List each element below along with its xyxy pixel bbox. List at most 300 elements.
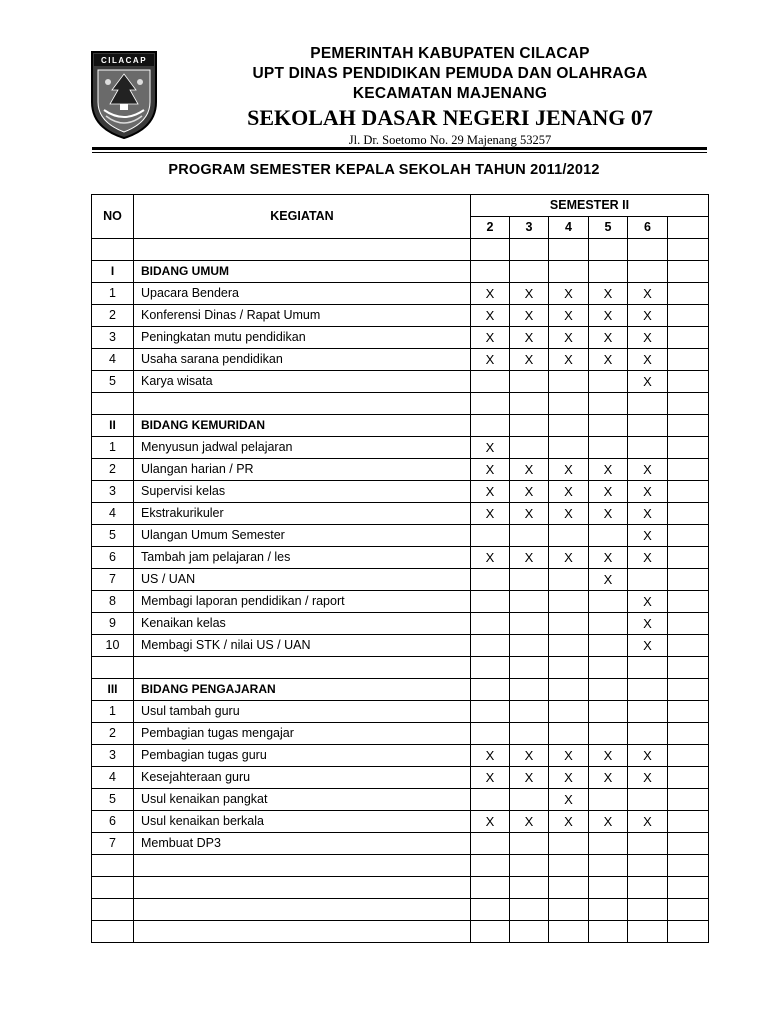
- table-row: [92, 899, 709, 921]
- month-mark-cell: X: [510, 503, 549, 525]
- month-mark-cell: [628, 877, 668, 899]
- month-header: 2: [471, 217, 510, 239]
- month-mark-cell: [510, 239, 549, 261]
- document-title: PROGRAM SEMESTER KEPALA SEKOLAH TAHUN 2011/2012: [168, 162, 600, 178]
- month-mark-cell: [668, 569, 709, 591]
- month-mark-cell: [628, 239, 668, 261]
- month-mark-cell: X: [628, 459, 668, 481]
- month-mark-cell: [589, 591, 628, 613]
- month-mark-cell: X: [628, 503, 668, 525]
- row-number: 6: [92, 811, 134, 833]
- table-row: [92, 591, 709, 613]
- activity-label: [134, 855, 471, 877]
- row-number: [92, 855, 134, 877]
- month-mark-cell: [668, 261, 709, 283]
- month-mark-cell: X: [471, 459, 510, 481]
- month-mark-cell: [549, 525, 589, 547]
- month-mark-cell: [510, 921, 549, 943]
- month-mark-cell: [589, 261, 628, 283]
- month-mark-cell: X: [471, 811, 510, 833]
- table-row: [92, 459, 709, 481]
- month-mark-cell: [589, 833, 628, 855]
- month-mark-cell: X: [628, 767, 668, 789]
- month-mark-cell: [471, 393, 510, 415]
- row-number: 5: [92, 371, 134, 393]
- month-mark-cell: X: [549, 745, 589, 767]
- activity-label: BIDANG KEMURIDAN: [134, 415, 471, 437]
- month-mark-cell: [510, 437, 549, 459]
- header-district: KECAMATAN MAJENANG: [352, 85, 548, 102]
- month-mark-cell: [668, 701, 709, 723]
- month-mark-cell: [471, 613, 510, 635]
- month-mark-cell: X: [628, 635, 668, 657]
- activity-label: Membuat DP3: [134, 833, 471, 855]
- month-mark-cell: [510, 723, 549, 745]
- month-mark-cell: [549, 415, 589, 437]
- month-mark-cell: X: [628, 305, 668, 327]
- row-number: 8: [92, 591, 134, 613]
- activity-label: Menyusun jadwal pelajaran: [134, 437, 471, 459]
- month-mark-cell: [668, 855, 709, 877]
- month-mark-cell: [668, 547, 709, 569]
- month-mark-cell: [589, 921, 628, 943]
- month-mark-cell: [549, 921, 589, 943]
- month-mark-cell: [510, 393, 549, 415]
- activity-label: Membagi laporan pendidikan / raport: [134, 591, 471, 613]
- month-mark-cell: X: [628, 327, 668, 349]
- month-mark-cell: [628, 569, 668, 591]
- activity-label: Ulangan Umum Semester: [134, 525, 471, 547]
- activity-label: Usaha sarana pendidikan: [134, 349, 471, 371]
- month-mark-cell: [668, 591, 709, 613]
- row-number: 2: [92, 305, 134, 327]
- month-mark-cell: X: [589, 767, 628, 789]
- section-row: [92, 261, 709, 283]
- activity-label: [134, 921, 471, 943]
- activity-label: Kenaikan kelas: [134, 613, 471, 635]
- table-row: [92, 305, 709, 327]
- row-number: [92, 239, 134, 261]
- month-mark-cell: X: [549, 349, 589, 371]
- month-mark-cell: [510, 591, 549, 613]
- month-mark-cell: [510, 679, 549, 701]
- month-header: 4: [549, 217, 589, 239]
- month-mark-cell: X: [510, 283, 549, 305]
- activity-label: Pembagian tugas guru: [134, 745, 471, 767]
- month-mark-cell: X: [589, 459, 628, 481]
- month-mark-cell: [668, 635, 709, 657]
- row-number: 3: [92, 327, 134, 349]
- activity-label: Kesejahteraan guru: [134, 767, 471, 789]
- month-mark-cell: [549, 437, 589, 459]
- table-row: [92, 767, 709, 789]
- table-row: [92, 723, 709, 745]
- school-name: SEKOLAH DASAR NEGERI JENANG 07: [247, 105, 653, 130]
- month-mark-cell: [589, 701, 628, 723]
- month-mark-cell: [589, 437, 628, 459]
- month-mark-cell: [510, 569, 549, 591]
- row-number: 4: [92, 349, 134, 371]
- month-header: 3: [510, 217, 549, 239]
- month-mark-cell: [510, 855, 549, 877]
- month-mark-cell: [510, 415, 549, 437]
- activity-label: BIDANG PENGAJARAN: [134, 679, 471, 701]
- table-row: [92, 239, 709, 261]
- table-row: [92, 327, 709, 349]
- activity-label: Peningkatan mutu pendidikan: [134, 327, 471, 349]
- month-header: 6: [628, 217, 668, 239]
- month-mark-cell: [668, 767, 709, 789]
- activity-label: [134, 877, 471, 899]
- activity-label: Usul kenaikan pangkat: [134, 789, 471, 811]
- month-mark-cell: [589, 415, 628, 437]
- month-mark-cell: [589, 723, 628, 745]
- month-mark-cell: [510, 613, 549, 635]
- month-mark-cell: [668, 877, 709, 899]
- table-row: [92, 657, 709, 679]
- month-mark-cell: [549, 833, 589, 855]
- month-mark-cell: [471, 591, 510, 613]
- activity-label: Usul tambah guru: [134, 701, 471, 723]
- month-mark-cell: [668, 371, 709, 393]
- activity-label: Usul kenaikan berkala: [134, 811, 471, 833]
- month-mark-cell: [471, 921, 510, 943]
- month-mark-cell: X: [549, 327, 589, 349]
- month-mark-cell: [549, 701, 589, 723]
- row-number: 2: [92, 723, 134, 745]
- month-mark-cell: [589, 635, 628, 657]
- month-mark-cell: [549, 591, 589, 613]
- month-mark-cell: X: [589, 503, 628, 525]
- month-mark-cell: [549, 635, 589, 657]
- month-mark-cell: [589, 855, 628, 877]
- month-mark-cell: [668, 525, 709, 547]
- activity-label: Karya wisata: [134, 371, 471, 393]
- header-divider-thin: [92, 152, 707, 153]
- row-number: 5: [92, 525, 134, 547]
- month-mark-cell: X: [510, 327, 549, 349]
- month-mark-cell: X: [510, 745, 549, 767]
- month-mark-cell: X: [510, 349, 549, 371]
- row-number: 4: [92, 767, 134, 789]
- table-row: [92, 745, 709, 767]
- row-number: [92, 877, 134, 899]
- month-mark-cell: X: [628, 283, 668, 305]
- section-row: [92, 679, 709, 701]
- month-mark-cell: X: [589, 283, 628, 305]
- month-mark-cell: X: [510, 811, 549, 833]
- letterhead: [160, 44, 740, 148]
- month-mark-cell: [471, 723, 510, 745]
- table-row: [92, 811, 709, 833]
- month-mark-cell: [589, 371, 628, 393]
- activity-label: [134, 393, 471, 415]
- activity-label: [134, 899, 471, 921]
- month-mark-cell: [549, 569, 589, 591]
- month-mark-cell: [668, 811, 709, 833]
- month-mark-cell: [628, 657, 668, 679]
- activity-label: Konferensi Dinas / Rapat Umum: [134, 305, 471, 327]
- table-row: [92, 437, 709, 459]
- logo-text: CILACAP: [100, 56, 148, 65]
- row-number: II: [92, 415, 134, 437]
- section-row: [92, 415, 709, 437]
- table-row: [92, 921, 709, 943]
- month-mark-cell: X: [628, 525, 668, 547]
- month-mark-cell: [668, 437, 709, 459]
- month-mark-cell: X: [589, 305, 628, 327]
- month-mark-cell: [589, 679, 628, 701]
- month-mark-cell: [549, 239, 589, 261]
- month-mark-cell: X: [510, 481, 549, 503]
- month-mark-cell: X: [471, 745, 510, 767]
- month-mark-cell: [628, 855, 668, 877]
- month-mark-cell: [628, 921, 668, 943]
- table-row: [92, 613, 709, 635]
- row-number: [92, 393, 134, 415]
- month-mark-cell: [549, 855, 589, 877]
- month-mark-cell: [510, 261, 549, 283]
- activity-label: US / UAN: [134, 569, 471, 591]
- row-number: 3: [92, 745, 134, 767]
- month-mark-cell: X: [589, 349, 628, 371]
- month-mark-cell: X: [628, 371, 668, 393]
- row-number: 9: [92, 613, 134, 635]
- month-mark-cell: [628, 899, 668, 921]
- month-mark-cell: [510, 701, 549, 723]
- table-row: [92, 503, 709, 525]
- month-mark-cell: [589, 393, 628, 415]
- row-number: 1: [92, 283, 134, 305]
- month-mark-cell: X: [549, 789, 589, 811]
- month-mark-cell: [628, 415, 668, 437]
- month-mark-cell: [589, 239, 628, 261]
- month-mark-cell: [510, 635, 549, 657]
- month-mark-cell: [668, 283, 709, 305]
- month-mark-cell: [668, 481, 709, 503]
- table-row: [92, 481, 709, 503]
- activity-label: Ekstrakurikuler: [134, 503, 471, 525]
- month-mark-cell: X: [549, 459, 589, 481]
- month-mark-cell: X: [510, 459, 549, 481]
- month-mark-cell: X: [471, 481, 510, 503]
- month-mark-cell: [471, 877, 510, 899]
- month-mark-cell: X: [510, 305, 549, 327]
- month-mark-cell: X: [628, 591, 668, 613]
- cilacap-emblem-logo: [90, 50, 158, 140]
- row-number: 2: [92, 459, 134, 481]
- month-mark-cell: X: [549, 811, 589, 833]
- table-row: [92, 635, 709, 657]
- month-mark-cell: [628, 679, 668, 701]
- month-mark-cell: [549, 723, 589, 745]
- month-mark-cell: [668, 503, 709, 525]
- month-mark-cell: X: [549, 305, 589, 327]
- school-address: Jl. Dr. Soetomo No. 29 Majenang 53257: [348, 133, 552, 147]
- month-mark-cell: [549, 657, 589, 679]
- month-mark-cell: [471, 855, 510, 877]
- month-mark-cell: [668, 789, 709, 811]
- activity-label: Pembagian tugas mengajar: [134, 723, 471, 745]
- month-mark-cell: [589, 613, 628, 635]
- month-mark-cell: [549, 613, 589, 635]
- month-mark-cell: [628, 833, 668, 855]
- activity-label: Ulangan harian / PR: [134, 459, 471, 481]
- row-number: 5: [92, 789, 134, 811]
- month-mark-cell: [471, 833, 510, 855]
- month-mark-cell: X: [628, 745, 668, 767]
- month-mark-cell: [471, 789, 510, 811]
- table-row: [92, 525, 709, 547]
- month-mark-cell: [510, 525, 549, 547]
- month-mark-cell: [668, 723, 709, 745]
- table-row: [92, 789, 709, 811]
- month-mark-cell: [471, 371, 510, 393]
- row-number: 4: [92, 503, 134, 525]
- month-mark-cell: [471, 701, 510, 723]
- month-mark-cell: X: [549, 481, 589, 503]
- month-header: [668, 217, 709, 239]
- month-mark-cell: [668, 921, 709, 943]
- month-mark-cell: X: [589, 547, 628, 569]
- month-mark-cell: [549, 393, 589, 415]
- semester-header: SEMESTER II: [471, 195, 709, 217]
- month-mark-cell: X: [628, 349, 668, 371]
- month-mark-cell: X: [549, 283, 589, 305]
- row-number: 7: [92, 833, 134, 855]
- row-number: I: [92, 261, 134, 283]
- activity-label: BIDANG UMUM: [134, 261, 471, 283]
- month-mark-cell: [471, 239, 510, 261]
- table-row: [92, 349, 709, 371]
- month-mark-cell: [668, 393, 709, 415]
- month-mark-cell: [471, 525, 510, 547]
- month-mark-cell: [589, 877, 628, 899]
- month-mark-cell: X: [589, 811, 628, 833]
- month-mark-cell: [549, 679, 589, 701]
- month-mark-cell: X: [471, 437, 510, 459]
- table-row: [92, 393, 709, 415]
- month-mark-cell: [668, 415, 709, 437]
- month-mark-cell: X: [628, 811, 668, 833]
- month-mark-cell: [589, 899, 628, 921]
- month-mark-cell: [510, 371, 549, 393]
- month-mark-cell: X: [589, 569, 628, 591]
- month-mark-cell: [510, 899, 549, 921]
- month-mark-cell: [628, 393, 668, 415]
- month-mark-cell: [589, 657, 628, 679]
- program-table: [91, 194, 709, 943]
- table-row: [92, 855, 709, 877]
- month-mark-cell: X: [628, 481, 668, 503]
- activity-label: [134, 239, 471, 261]
- month-mark-cell: [510, 877, 549, 899]
- activity-label: [134, 657, 471, 679]
- month-mark-cell: [471, 657, 510, 679]
- row-number: 6: [92, 547, 134, 569]
- header-government: PEMERINTAH KABUPATEN CILACAP: [310, 45, 590, 62]
- month-mark-cell: [668, 613, 709, 635]
- activity-label: Upacara Bendera: [134, 283, 471, 305]
- month-mark-cell: [471, 569, 510, 591]
- month-mark-cell: [471, 415, 510, 437]
- table-row: [92, 833, 709, 855]
- activity-label: Tambah jam pelajaran / les: [134, 547, 471, 569]
- table-row: [92, 371, 709, 393]
- month-mark-cell: X: [628, 613, 668, 635]
- month-mark-cell: [471, 679, 510, 701]
- month-mark-cell: X: [628, 547, 668, 569]
- month-mark-cell: [589, 525, 628, 547]
- month-mark-cell: X: [471, 283, 510, 305]
- month-mark-cell: X: [510, 547, 549, 569]
- month-mark-cell: X: [471, 503, 510, 525]
- month-mark-cell: [628, 261, 668, 283]
- table-row: [92, 877, 709, 899]
- month-mark-cell: [668, 327, 709, 349]
- month-mark-cell: [668, 657, 709, 679]
- month-mark-cell: X: [471, 547, 510, 569]
- row-number: [92, 657, 134, 679]
- month-mark-cell: [628, 789, 668, 811]
- month-mark-cell: X: [471, 767, 510, 789]
- row-number: 3: [92, 481, 134, 503]
- column-header-no: NO: [92, 195, 134, 239]
- month-mark-cell: X: [549, 767, 589, 789]
- month-mark-cell: [471, 635, 510, 657]
- month-mark-cell: [668, 679, 709, 701]
- header-divider-thick: [92, 147, 707, 150]
- row-number: [92, 921, 134, 943]
- row-number: 1: [92, 437, 134, 459]
- row-number: 10: [92, 635, 134, 657]
- month-mark-cell: X: [549, 503, 589, 525]
- row-number: [92, 899, 134, 921]
- month-mark-cell: X: [549, 547, 589, 569]
- month-mark-cell: [628, 723, 668, 745]
- month-mark-cell: [471, 899, 510, 921]
- table-row: [92, 547, 709, 569]
- month-mark-cell: [668, 305, 709, 327]
- month-mark-cell: [549, 261, 589, 283]
- table-row: [92, 569, 709, 591]
- month-mark-cell: [668, 239, 709, 261]
- month-mark-cell: X: [589, 481, 628, 503]
- row-number: 7: [92, 569, 134, 591]
- month-mark-cell: [549, 371, 589, 393]
- month-mark-cell: [628, 701, 668, 723]
- month-mark-cell: X: [510, 767, 549, 789]
- header-agency: UPT DINAS PENDIDIKAN PEMUDA DAN OLAHRAGA: [252, 65, 648, 82]
- month-mark-cell: X: [471, 305, 510, 327]
- row-number: 1: [92, 701, 134, 723]
- month-mark-cell: [549, 877, 589, 899]
- month-mark-cell: [668, 349, 709, 371]
- month-mark-cell: [471, 261, 510, 283]
- month-header: 5: [589, 217, 628, 239]
- table-row: [92, 701, 709, 723]
- month-mark-cell: [549, 899, 589, 921]
- month-mark-cell: [668, 833, 709, 855]
- activity-label: Supervisi kelas: [134, 481, 471, 503]
- program-table-body: [92, 239, 709, 943]
- month-mark-cell: [668, 459, 709, 481]
- month-mark-cell: X: [589, 745, 628, 767]
- month-mark-cell: X: [471, 349, 510, 371]
- month-mark-cell: X: [589, 327, 628, 349]
- month-mark-cell: X: [471, 327, 510, 349]
- month-mark-cell: [589, 789, 628, 811]
